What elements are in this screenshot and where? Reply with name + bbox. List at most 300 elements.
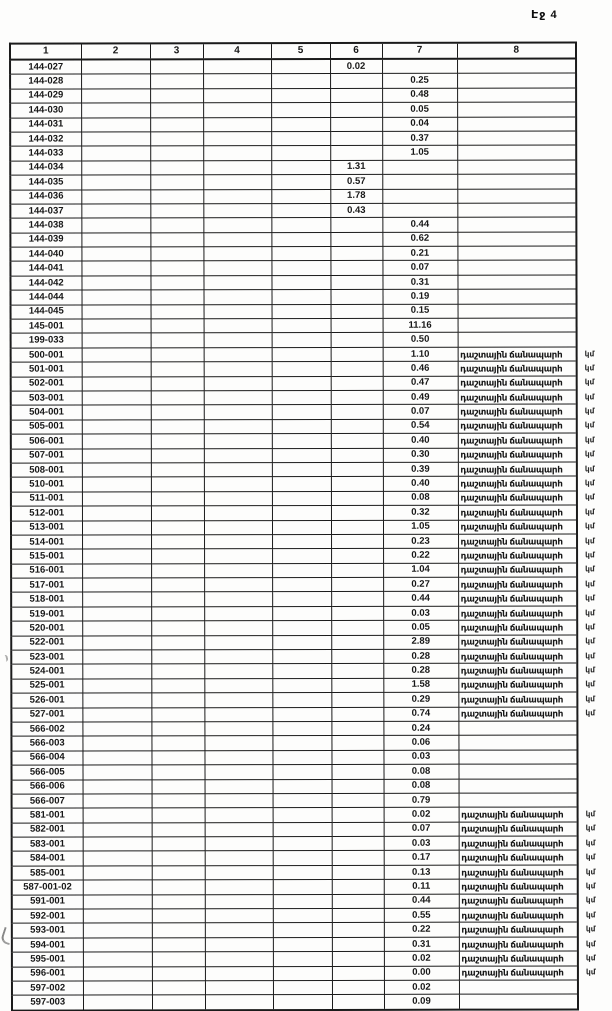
row-value-col4 <box>204 405 272 420</box>
row-value-col5 <box>272 462 331 477</box>
row-value-col3 <box>152 866 205 881</box>
table-row <box>11 462 612 478</box>
row-road-type: դաշտային ճանապարհ <box>458 390 577 405</box>
table-row <box>11 620 612 636</box>
row-value-col7: 0.28 <box>383 664 458 679</box>
row-value-col4 <box>204 707 272 722</box>
row-road-type <box>458 721 577 736</box>
margin-spacer <box>576 42 612 58</box>
row-road-type <box>457 58 576 73</box>
row-value-col4 <box>204 635 272 650</box>
row-value-col6 <box>331 304 383 318</box>
row-value-col7: 0.05 <box>382 102 457 117</box>
row-value-col3 <box>151 477 204 492</box>
row-road-type <box>458 332 577 347</box>
row-value-col6 <box>332 793 384 807</box>
table-row <box>12 807 612 823</box>
row-value-col5 <box>272 491 331 506</box>
row-value-col2 <box>82 463 151 478</box>
row-value-col2 <box>81 132 150 147</box>
row-value-col6: 0.43 <box>330 203 382 217</box>
row-road-type: դաշտային ճանապարհ <box>458 462 577 477</box>
row-code: 511-001 <box>11 492 82 507</box>
unit-note: կմ <box>585 679 595 689</box>
row-value-col3 <box>151 419 204 434</box>
row-value-col2 <box>82 348 151 363</box>
row-code: 585-001 <box>12 866 83 881</box>
row-road-type: դաշտային ճանապարհ <box>458 649 577 664</box>
row-value-col4 <box>204 304 272 319</box>
row-value-col6: 1.31 <box>330 160 382 174</box>
row-value-col5 <box>272 621 331 636</box>
row-value-col7: 0.03 <box>383 750 458 765</box>
unit-note: կմ <box>584 406 595 416</box>
row-value-col3 <box>151 563 204 578</box>
row-road-type <box>458 318 577 333</box>
unit-note: կմ <box>584 449 595 459</box>
row-value-col6: 1.78 <box>330 189 382 203</box>
row-road-type <box>458 750 577 765</box>
row-value-col7 <box>382 203 457 218</box>
row-code: 504-001 <box>11 405 82 420</box>
row-code: 144-034 <box>10 161 81 176</box>
row-value-col7: 0.47 <box>383 376 458 391</box>
unit-note <box>578 994 612 1009</box>
row-code: 144-037 <box>10 204 81 219</box>
row-value-col6 <box>331 448 383 462</box>
row-value-col4 <box>205 880 273 895</box>
table-row <box>11 304 612 320</box>
row-road-type <box>457 88 576 103</box>
row-value-col6 <box>331 764 383 778</box>
row-value-col7: 0.15 <box>383 304 458 319</box>
row-value-col2 <box>81 218 150 233</box>
row-value-col3 <box>151 304 204 319</box>
row-value-col5 <box>273 952 332 967</box>
row-value-col6 <box>331 347 383 361</box>
row-value-col3 <box>151 650 204 665</box>
row-value-col7: 0.08 <box>383 491 458 506</box>
row-value-col5 <box>271 59 330 74</box>
row-code: 522-001 <box>11 636 82 651</box>
table-row <box>10 275 612 291</box>
unit-note: կմ <box>585 823 596 833</box>
row-value-col3 <box>150 247 203 262</box>
row-value-col3 <box>150 89 203 104</box>
row-road-type: դաշտային ճանապարհ <box>459 894 578 909</box>
row-value-col4 <box>204 391 272 406</box>
row-value-col3 <box>150 59 203 74</box>
row-value-col5 <box>272 707 331 722</box>
row-value-col6 <box>331 419 383 433</box>
row-value-col7 <box>382 189 457 204</box>
row-code: 144-029 <box>10 89 81 104</box>
row-value-col6 <box>331 477 383 491</box>
unit-note: կմ <box>585 708 596 718</box>
row-value-col7: 0.07 <box>383 405 458 420</box>
row-value-col7: 0.27 <box>383 577 458 592</box>
row-road-type <box>457 217 576 232</box>
row-code: 144-040 <box>10 247 81 262</box>
row-road-type: դաշտային ճանապարհ <box>458 577 577 592</box>
row-code: 519-001 <box>11 607 82 622</box>
table-row <box>11 563 612 579</box>
unit-note: կմ <box>585 809 596 819</box>
row-value-col3 <box>151 578 204 593</box>
row-value-col3 <box>151 290 204 305</box>
row-value-col4 <box>204 333 272 348</box>
unit-note <box>576 232 612 246</box>
row-value-col5 <box>273 851 332 866</box>
row-value-col6 <box>331 577 383 591</box>
row-road-type <box>458 764 577 779</box>
unit-note: կմ <box>585 622 595 632</box>
row-value-col6 <box>332 779 384 793</box>
row-value-col3 <box>151 520 204 535</box>
row-value-col3 <box>151 376 204 391</box>
row-value-col6 <box>331 707 383 721</box>
table-row <box>12 894 612 910</box>
row-code: 566-005 <box>11 765 82 780</box>
row-value-col3 <box>152 794 205 809</box>
row-road-type: դաշտային ճանապարհ <box>458 663 577 678</box>
row-code: 592-001 <box>12 909 83 924</box>
row-road-type <box>458 304 577 319</box>
row-value-col4 <box>205 981 273 996</box>
row-value-col3 <box>152 966 205 981</box>
row-value-col4 <box>204 506 272 521</box>
table-row <box>10 217 612 233</box>
row-value-col3 <box>151 693 204 708</box>
row-value-col5 <box>272 290 331 305</box>
row-value-col2 <box>83 808 152 823</box>
row-value-col6 <box>331 736 383 750</box>
row-value-col6 <box>331 462 383 476</box>
row-value-col7: 0.21 <box>382 246 457 261</box>
row-value-col4 <box>203 275 271 290</box>
unit-note <box>577 304 612 318</box>
unit-note: կմ <box>585 953 596 963</box>
row-value-col7: 0.29 <box>383 692 458 707</box>
table-row <box>10 232 612 248</box>
row-value-col5 <box>273 909 332 924</box>
table-row <box>10 260 612 276</box>
table-row <box>12 994 612 1010</box>
row-value-col3 <box>150 132 203 147</box>
unit-note <box>578 778 612 792</box>
row-value-col4 <box>203 218 271 233</box>
row-value-col3 <box>150 160 203 175</box>
row-code: 591-001 <box>12 895 83 910</box>
row-value-col5 <box>271 131 330 146</box>
table-row <box>12 937 612 953</box>
row-value-col4 <box>204 563 272 578</box>
table-row <box>12 865 612 881</box>
row-value-col2 <box>81 261 150 276</box>
unit-note: կմ <box>584 377 595 387</box>
table-row <box>12 822 612 838</box>
unit-note <box>577 721 612 735</box>
row-value-col4 <box>205 894 273 909</box>
unit-note: կմ <box>585 852 596 862</box>
row-value-col3 <box>150 175 203 190</box>
row-value-col2 <box>82 506 151 521</box>
row-value-col4 <box>204 477 272 492</box>
row-value-col5 <box>271 117 330 132</box>
column-header-7: 7 <box>382 43 457 59</box>
row-value-col4 <box>204 650 272 665</box>
row-value-col2 <box>82 319 151 334</box>
unit-note: կմ <box>584 392 595 402</box>
unit-note: կմ <box>585 938 596 948</box>
row-code: 566-007 <box>12 794 83 809</box>
row-value-col5 <box>272 693 331 708</box>
row-value-col2 <box>82 621 151 636</box>
row-value-col3 <box>151 463 204 478</box>
table-row <box>11 404 612 420</box>
row-value-col5 <box>273 793 332 808</box>
column-header-1: 1 <box>10 43 81 59</box>
table-row <box>11 505 612 521</box>
unit-note <box>576 174 612 188</box>
row-value-col6 <box>332 836 384 850</box>
row-value-col6 <box>332 851 384 865</box>
row-value-col7: 0.30 <box>383 448 458 463</box>
row-value-col5 <box>271 146 330 161</box>
row-value-col2 <box>81 103 150 118</box>
unit-note <box>576 188 612 202</box>
row-value-col5 <box>271 189 330 204</box>
table-row <box>11 591 612 607</box>
row-value-col3 <box>152 923 205 938</box>
row-value-col4 <box>204 693 272 708</box>
row-value-col6 <box>331 721 383 735</box>
row-value-col4 <box>204 621 272 636</box>
table-body <box>10 58 612 1010</box>
row-road-type: դաշտային ճանապարհ <box>458 376 577 391</box>
row-road-type <box>459 980 578 995</box>
unit-note: կմ <box>585 636 595 646</box>
row-road-type: դաշտային ճանապարհ <box>458 548 577 563</box>
row-value-col6 <box>331 664 383 678</box>
row-code: 144-031 <box>10 118 81 133</box>
row-value-col2 <box>82 664 151 679</box>
unit-note: կմ <box>584 478 595 488</box>
row-value-col7 <box>382 160 457 175</box>
row-value-col4 <box>203 117 271 132</box>
row-value-col5 <box>271 175 330 190</box>
row-value-col5 <box>272 765 331 780</box>
table-row <box>11 692 612 708</box>
row-value-col5 <box>271 275 330 290</box>
row-value-col3 <box>151 750 204 765</box>
row-value-col5 <box>272 750 331 765</box>
row-road-type: դաշտային ճանապարհ <box>458 678 577 693</box>
table-row <box>10 246 612 262</box>
row-value-col4 <box>203 232 271 247</box>
row-value-col2 <box>82 434 151 449</box>
row-value-col4 <box>204 592 272 607</box>
row-value-col2 <box>82 650 151 665</box>
row-value-col6 <box>331 376 383 390</box>
row-road-type <box>459 778 578 793</box>
row-value-col4 <box>205 837 273 852</box>
row-value-col6 <box>332 980 384 994</box>
row-value-col3 <box>151 391 204 406</box>
row-value-col4 <box>203 189 271 204</box>
row-value-col2 <box>82 333 151 348</box>
row-value-col5 <box>272 347 331 362</box>
row-value-col3 <box>151 549 204 564</box>
row-code: 144-041 <box>10 261 81 276</box>
row-value-col4 <box>205 865 273 880</box>
row-road-type: դաշտային ճանապարհ <box>458 519 577 534</box>
row-value-col7: 0.40 <box>383 433 458 448</box>
row-value-col2 <box>82 736 151 751</box>
row-value-col2 <box>83 894 152 909</box>
table-row <box>11 548 612 564</box>
table-row <box>11 289 612 305</box>
row-code: 517-001 <box>11 578 82 593</box>
row-value-col7: 1.10 <box>383 347 458 362</box>
row-code: 506-001 <box>11 434 82 449</box>
row-value-col7: 2.89 <box>383 635 458 650</box>
table-row <box>10 102 612 118</box>
row-value-col4 <box>204 319 272 334</box>
unit-note: կմ <box>584 507 595 517</box>
row-road-type: դաշտային ճանապարհ <box>459 865 578 880</box>
row-value-col2 <box>82 722 151 737</box>
row-road-type <box>457 117 576 132</box>
row-value-col4 <box>203 146 271 161</box>
row-value-col7: 0.44 <box>383 592 458 607</box>
unit-note: կմ <box>585 535 595 546</box>
row-value-col5 <box>271 247 330 262</box>
row-value-col2 <box>82 477 151 492</box>
row-road-type: դաշտային ճանապարհ <box>458 707 577 722</box>
row-value-col4 <box>204 534 272 549</box>
row-value-col4 <box>204 491 272 506</box>
row-road-type <box>457 275 576 290</box>
table-row <box>11 491 612 507</box>
row-value-col6 <box>332 952 384 966</box>
table-row <box>11 678 612 694</box>
row-value-col6 <box>331 534 383 548</box>
row-code: 594-001 <box>12 938 83 953</box>
row-value-col5 <box>272 448 331 463</box>
row-value-col6 <box>332 923 384 937</box>
row-value-col5 <box>272 405 331 420</box>
table-row <box>11 721 612 737</box>
table-row <box>11 318 612 334</box>
row-code: 597-003 <box>12 995 83 1010</box>
row-road-type: դաշտային ճանապարհ <box>458 591 577 606</box>
unit-note <box>576 58 612 73</box>
row-value-col6 <box>331 750 383 764</box>
row-value-col4 <box>205 923 273 938</box>
row-road-type: դաշտային ճանապարհ <box>458 606 577 621</box>
row-code: 501-001 <box>11 362 82 377</box>
row-value-col4 <box>205 794 273 809</box>
row-value-col5 <box>273 923 332 938</box>
row-value-col6 <box>331 693 383 707</box>
row-code: 523-001 <box>11 650 82 665</box>
row-value-col5 <box>272 534 331 549</box>
row-value-col2 <box>82 492 151 507</box>
row-value-col5 <box>273 966 332 981</box>
row-road-type <box>457 246 576 261</box>
row-value-col5 <box>271 160 330 175</box>
row-value-col7: 0.24 <box>383 721 458 736</box>
row-value-col6 <box>331 290 383 304</box>
row-value-col4 <box>205 966 273 981</box>
row-value-col4 <box>205 808 273 823</box>
row-value-col4 <box>203 203 271 218</box>
row-value-col2 <box>83 851 152 866</box>
row-road-type: դաշտային ճանապարհ <box>459 966 578 981</box>
row-value-col3 <box>152 851 205 866</box>
row-value-col7: 0.05 <box>383 620 458 635</box>
row-value-col6 <box>330 146 382 160</box>
row-value-col2 <box>83 995 152 1010</box>
row-value-col6 <box>331 563 383 577</box>
row-value-col3 <box>151 607 204 622</box>
row-value-col6 <box>331 318 383 332</box>
row-road-type <box>457 145 576 160</box>
row-value-col7: 0.02 <box>384 980 459 995</box>
row-value-col7: 0.03 <box>384 836 459 851</box>
row-value-col5 <box>272 592 331 607</box>
row-value-col6 <box>330 88 382 102</box>
row-value-col7: 0.22 <box>384 923 459 938</box>
row-road-type <box>457 131 576 146</box>
row-value-col6 <box>331 520 383 534</box>
row-value-col3 <box>150 103 203 118</box>
row-value-col2 <box>82 707 151 722</box>
row-value-col7 <box>382 174 457 189</box>
row-value-col7: 0.22 <box>383 548 458 563</box>
row-value-col6 <box>331 606 383 620</box>
table-row <box>12 951 612 967</box>
row-value-col2 <box>81 89 150 104</box>
table-row <box>12 850 612 866</box>
row-code: 144-033 <box>10 146 81 161</box>
unit-note: կմ <box>585 866 596 876</box>
row-road-type <box>457 73 576 88</box>
row-value-col2 <box>83 938 152 953</box>
row-value-col2 <box>83 909 152 924</box>
row-value-col3 <box>152 909 205 924</box>
row-value-col7: 0.40 <box>383 477 458 492</box>
row-road-type <box>457 203 576 218</box>
unit-note <box>576 260 612 274</box>
row-value-col7: 1.58 <box>383 678 458 693</box>
row-value-col3 <box>151 448 204 463</box>
row-value-col6 <box>332 894 384 908</box>
row-road-type: դաշտային ճանապարհ <box>459 879 578 894</box>
row-value-col3 <box>150 204 203 219</box>
row-value-col2 <box>82 635 151 650</box>
unit-note: կմ <box>584 464 595 474</box>
row-value-col7: 0.09 <box>384 995 459 1010</box>
row-value-col6 <box>331 390 383 404</box>
row-code: 596-001 <box>12 967 83 982</box>
row-code: 144-028 <box>10 74 81 89</box>
row-value-col3 <box>151 333 204 348</box>
row-road-type: դաշտային ճանապարհ <box>459 922 578 937</box>
row-value-col4 <box>205 851 273 866</box>
row-value-col6 <box>330 218 382 232</box>
